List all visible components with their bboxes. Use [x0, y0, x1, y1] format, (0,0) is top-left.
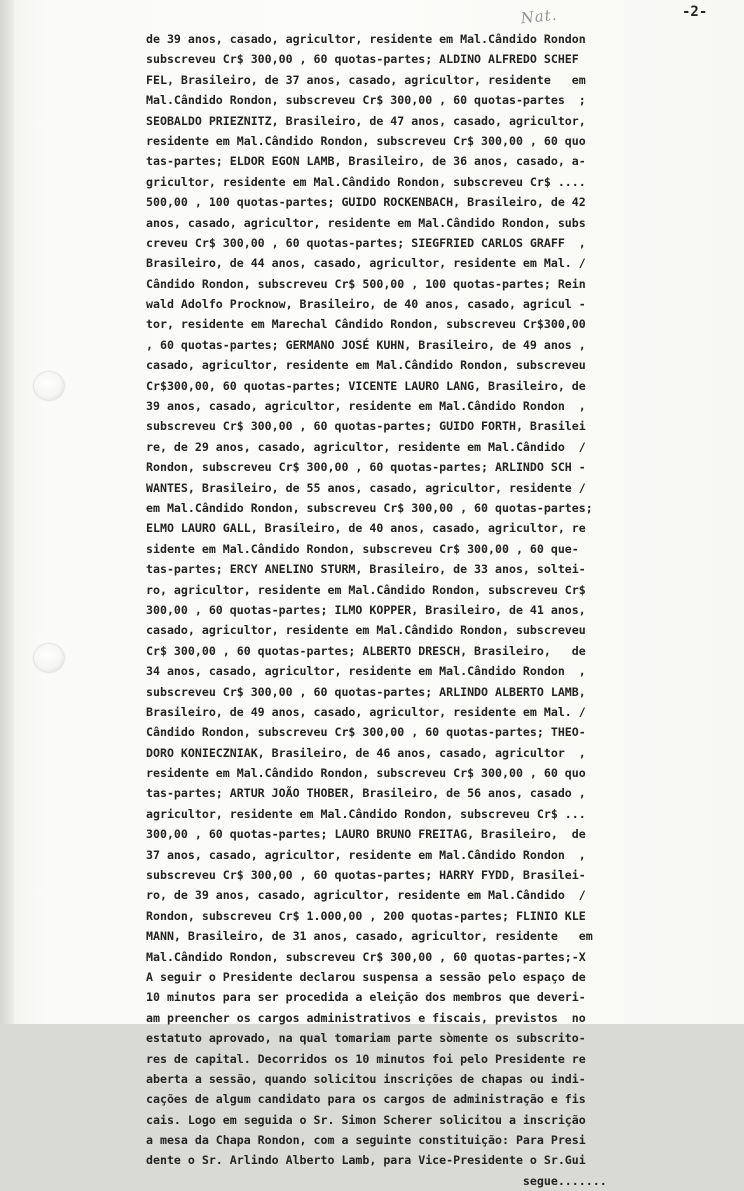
text-line: tas-partes; ARTUR JOÃO THOBER, Brasileiro, de 56 anos, casado , [146, 786, 586, 801]
text-line: Cândido Rondon, subscreveu Cr$ 500,00 , 100 quotas-partes; Rein [146, 276, 586, 291]
text-line: wald Adolfo Procknow, Brasileiro, de 40 anos, casado, agricul - [146, 297, 586, 312]
text-line: Mal.Cândido Rondon, subscreveu Cr$ 300,00 , 60 quotas-partes;-X [146, 949, 586, 964]
text-line: Rondon, subscreveu Cr$ 1.000,00 , 200 quotas-partes; FLINIO KLE [146, 908, 586, 923]
text-line: cais. Logo em seguida o Sr. Simon Scherer solicitou a inscrição [146, 1112, 586, 1127]
text-line: Mal.Cândido Rondon, subscreveu Cr$ 300,00 , 60 quotas-partes ; [146, 93, 586, 108]
page-number: -2- [682, 4, 708, 20]
typewritten-body [146, 29, 726, 1191]
text-line: residente em Mal.Cândido Rondon, subscreveu Cr$ 300,00 , 60 quo [146, 766, 586, 781]
text-line: Brasileiro, de 44 anos, casado, agricultor, residente em Mal. / [146, 256, 586, 271]
text-line: 37 anos, casado, agricultor, residente em Mal.Cândido Rondon , [146, 847, 586, 862]
text-line: agricultor, residente em Mal.Cândido Rondon, subscreveu Cr$ ... [146, 806, 586, 821]
text-line: dente o Sr. Arlindo Alberto Lamb, para Vice-Presidente o Sr.Gui [146, 1153, 586, 1168]
text-line: subscreveu Cr$ 300,00 , 60 quotas-partes; HARRY FYDD, Brasilei- [146, 868, 586, 883]
text-line: Brasileiro, de 49 anos, casado, agricultor, residente em Mal. / [146, 704, 586, 719]
text-line: FEL, Brasileiro, de 37 anos, casado, agricultor, residente em [146, 72, 586, 87]
text-line: WANTES, Brasileiro, de 55 anos, casado, agricultor, residente / [146, 480, 586, 495]
text-line: DORO KONIECZNIAK, Brasileiro, de 46 anos, casado, agricultor , [146, 745, 586, 760]
text-line: segue....... [146, 1173, 607, 1188]
text-line: subscreveu Cr$ 300,00 , 60 quotas-partes; GUIDO FORTH, Brasilei [146, 419, 586, 434]
text-line: 10 minutos para ser procedida a eleição dos membros que deveri- [146, 990, 586, 1005]
text-line: MANN, Brasileiro, de 31 anos, casado, agricultor, residente em [146, 929, 593, 944]
text-line: em Mal.Cândido Rondon, subscreveu Cr$ 300,00 , 60 quotas-partes; [146, 500, 593, 515]
text-line: Rondon, subscreveu Cr$ 300,00 , 60 quotas-partes; ARLINDO SCH - [146, 460, 586, 475]
text-line: subscreveu Cr$ 300,00 , 60 quotas-partes; ARLINDO ALBERTO LAMB, [146, 684, 586, 699]
text-line: tas-partes; ELDOR EGON LAMB, Brasileiro, de 36 anos, casado, a- [146, 154, 586, 169]
text-line: subscreveu Cr$ 300,00 , 60 quotas-partes; ALDINO ALFREDO SCHEF [146, 52, 579, 67]
text-line: estatuto aprovado, na qual tomariam parte sòmente os subscrito- [146, 1031, 586, 1046]
text-line: tas-partes; ERCY ANELINO STURM, Brasileiro, de 33 anos, soltei- [146, 562, 586, 577]
text-line: residente em Mal.Cândido Rondon, subscreveu Cr$ 300,00 , 60 quo [146, 133, 586, 148]
text-line: gricultor, residente em Mal.Cândido Rondon, subscreveu Cr$ .... [146, 174, 586, 189]
text-line: ELMO LAURO GALL, Brasileiro, de 40 anos, casado, agricultor, re [146, 521, 586, 536]
text-line: Cândido Rondon, subscreveu Cr$ 300,00 , 60 quotas-partes; THEO- [146, 725, 586, 740]
text-line: sidente em Mal.Cândido Rondon, subscreveu Cr$ 300,00 , 60 que- [146, 541, 579, 556]
text-line: re, de 29 anos, casado, agricultor, residente em Mal.Cândido / [146, 439, 586, 454]
text-line: tor, residente em Marechal Cândido Rondon, subscreveu Cr$300,00 [146, 317, 586, 332]
text-line: 300,00 , 60 quotas-partes; LAURO BRUNO FREITAG, Brasileiro, de [146, 827, 586, 842]
text-line: de 39 anos, casado, agricultor, residente em Mal.Cândido Rondon [146, 32, 586, 46]
punch-hole [34, 644, 64, 672]
text-line: 500,00 , 100 quotas-partes; GUIDO ROCKENBACH, Brasileiro, de 42 [146, 195, 586, 210]
text-line: res de capital. Decorridos os 10 minutos foi pelo Presidente re [146, 1051, 586, 1066]
text-line: aberta a sessão, quando solicitou inscrições de chapas ou indi- [146, 1071, 586, 1086]
punch-hole [34, 372, 64, 400]
text-line: am preencher os cargos administrativos e fiscais, previstos no [146, 1010, 586, 1025]
text-line: 300,00 , 60 quotas-partes; ILMO KOPPER, Brasileiro, de 41 anos, [146, 602, 586, 617]
text-line: a mesa da Chapa Rondon, com a seguinte constituição: Para Presi [146, 1133, 586, 1148]
text-line: ro, agricultor, residente em Mal.Cândido Rondon, subscreveu Cr$ [146, 582, 586, 597]
text-line: 34 anos, casado, agricultor, residente em Mal.Cândido Rondon , [146, 664, 586, 679]
text-line: Cr$ 300,00 , 60 quotas-partes; ALBERTO DRESCH, Brasileiro, de [146, 643, 586, 658]
text-line: cações de algum candidato para os cargos de administração e fis [146, 1092, 586, 1107]
text-line: casado, agricultor, residente em Mal.Cândido Rondon, subscreveu [146, 358, 586, 373]
handwritten-annotation: Nat. [519, 5, 559, 28]
text-line: creveu Cr$ 300,00 , 60 quotas-partes; SIEGFRIED CARLOS GRAFF , [146, 235, 586, 250]
text-line: A seguir o Presidente declarou suspensa a sessão pelo espaço de [146, 969, 586, 984]
text-line: 39 anos, casado, agricultor, residente em Mal.Cândido Rondon , [146, 399, 586, 414]
text-line: casado, agricultor, residente em Mal.Cândido Rondon, subscreveu [146, 623, 586, 638]
text-line: SEOBALDO PRIEZNITZ, Brasileiro, de 47 anos, casado, agricultor, [146, 113, 586, 128]
text-line: anos, casado, agricultor, residente em Mal.Cândido Rondon, subs [146, 215, 586, 230]
page-left-edge [0, 0, 14, 1024]
text-line: , 60 quotas-partes; GERMANO JOSÉ KUHN, Brasileiro, de 49 anos , [146, 337, 586, 352]
text-line: Cr$300,00, 60 quotas-partes; VICENTE LAURO LANG, Brasileiro, de [146, 378, 586, 393]
text-line: ro, de 39 anos, casado, agricultor, residente em Mal.Cândido / [146, 888, 586, 903]
